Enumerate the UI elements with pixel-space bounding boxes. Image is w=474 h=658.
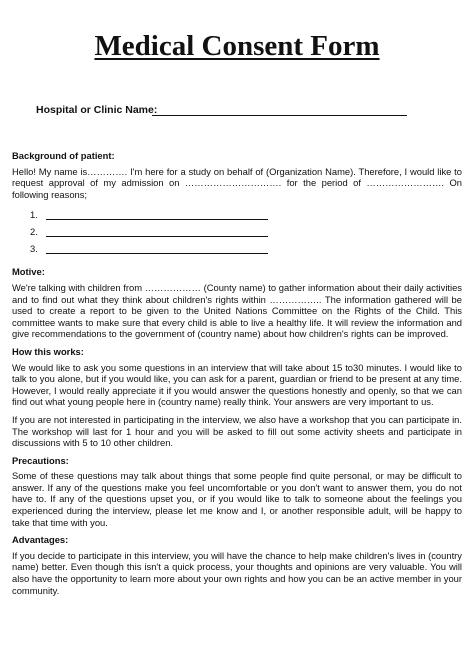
reason-1-field[interactable] [46,209,268,220]
reason-number: 3. [30,242,38,254]
motive-text: We're talking with children from ……………… (County name) to gather information about their daily activities and to find out what they think about children's rights within …………….. The information gathered will be used to create a report to be given to the United Nations Committee on the Rights of the Child. This committee wants to make sure that every child is able to live a healthy life. It will review the information and give recommendations to the government of (country name) about how children's rights can be improved. [12,281,462,340]
how-it-works-text-1: We would like to ask you some questions in an interview that will take about 15 to30 minutes. I would like to talk to you alone, but if you would like, you can ask for a parent, guardian or friend to be present at any time. However, I would really appreciate it if you would answer the questions honestly and openly, so that we can find out what young people here in (country name) really think. Your answers are very important to us. [12,361,462,408]
reason-item [12,237,462,254]
motive-heading: Motive: [12,266,45,278]
reason-2-field[interactable] [46,226,268,237]
reason-3-field[interactable] [46,243,268,254]
background-text: Hello! My name is…………. I'm here for a study on behalf of (Organization Name). Therefore, I would like to request approval of my admission on …………………………. for the period of ……………………. On following reasons; [12,165,462,200]
reason-number: 1. [30,208,38,220]
how-it-works-heading: How this works: [12,345,84,357]
precautions-text: Some of these questions may talk about things that some people find quite personal, or may be difficult to answer. If any of the questions make you feel uncomfortable or you don't want to answer them, you do not have to. If any of the questions upset you, or if you would like to talk to someone about the feelings you experienced during the interview, please let me know and I, or another responsible adult, will be happy to take that time with you. [12,470,462,528]
hospital-label: Hospital or Clinic Name: [36,104,158,116]
advantages-heading: Advantages: [12,534,69,546]
reasons-list [12,203,462,254]
background-heading: Background of patient: [12,150,115,161]
advantages-text: If you decide to participate in this interview, you will have the chance to help make children's lives in (country name) better. Even though this isn't a quick process, your thoughts and opinions are very valuable. You will also have the opportunity to learn more about your own rights and how you can be an active member in your community. [12,549,462,596]
precautions-heading: Precautions: [12,454,69,466]
form-body [12,150,462,596]
reason-item [12,203,462,220]
reason-item [12,220,462,237]
page-title: Medical Consent Form [94,30,380,62]
how-it-works-text-2: If you are not interested in participating in the interview, we also have a workshop that you can participate in. The workshop will last for 1 hour and you will be asked to fill out some activity sheets and participate in discussions with 5 to 10 other children. [12,413,462,449]
reason-number: 2. [30,225,38,237]
hospital-name-field[interactable] [152,115,407,116]
